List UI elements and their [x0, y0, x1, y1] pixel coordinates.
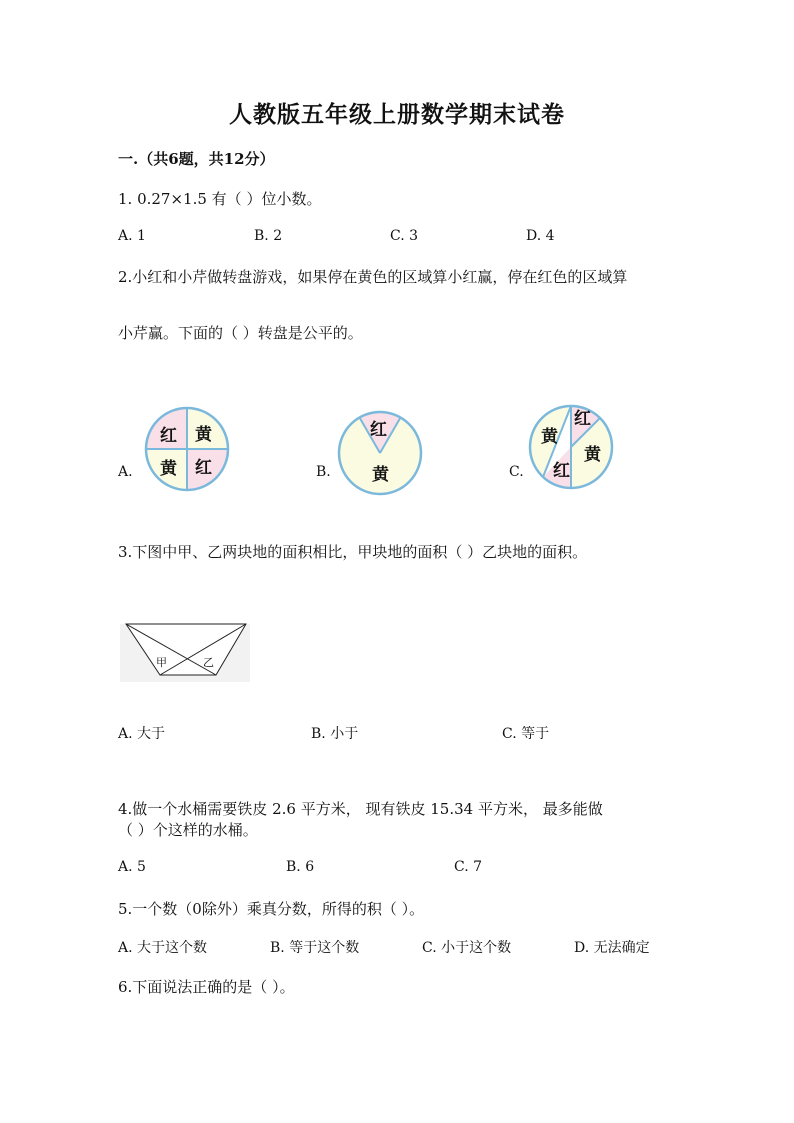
q1-option-b[interactable]: B. 2: [254, 228, 283, 244]
spinner-a-label-yellow-1: 黄: [195, 425, 212, 445]
spinner-a-label-red-2: 红: [195, 458, 212, 478]
spinner-c-label-yellow-2: 黄: [584, 445, 601, 465]
figure-label-jia: 甲: [156, 656, 167, 669]
question-2-line-2: 小芹赢。下面的（ ）转盘是公平的。: [118, 324, 363, 342]
q5-option-c[interactable]: C. 小于这个数: [422, 940, 512, 956]
q1-option-c[interactable]: C. 3: [390, 228, 419, 244]
q4-option-c[interactable]: C. 7: [454, 859, 483, 875]
q3-option-c[interactable]: C. 等于: [502, 726, 550, 742]
question-2-line-1: 2.小红和小芹做转盘游戏，如果停在黄色的区域算小红赢，停在红色的区域算: [118, 268, 628, 286]
q5-option-d[interactable]: D. 无法确定: [574, 940, 650, 956]
q2-option-c-label[interactable]: C.: [509, 464, 524, 480]
q1-option-d[interactable]: D. 4: [526, 228, 555, 244]
spinner-c-label-yellow-1: 黄: [541, 427, 558, 447]
spinner-c: [528, 404, 614, 490]
spinner-b-label-red: 红: [370, 420, 387, 440]
q3-option-b[interactable]: B. 小于: [311, 726, 359, 742]
q4-option-a[interactable]: A. 5: [118, 859, 146, 875]
spinner-a-label-red-1: 红: [160, 426, 177, 446]
question-5: 5.一个数（0除外）乘真分数，所得的积（ ）。: [118, 900, 425, 918]
page-title: 人教版五年级上册数学期末试卷: [229, 101, 565, 128]
question-4-line-1: 4.做一个水桶需要铁皮 2.6 平方米， 现有铁皮 15.34 平方米， 最多能做: [118, 800, 603, 818]
q2-option-a-label[interactable]: A.: [118, 464, 133, 480]
question-1: 1. 0.27×1.5 有（ ）位小数。: [118, 190, 322, 208]
spinner-b-label-yellow: 黄: [372, 465, 389, 485]
section-header: 一.（共6题，共12分）: [118, 150, 275, 168]
question-6: 6.下面说法正确的是（ ）。: [118, 978, 295, 996]
spinner-a-label-yellow-2: 黄: [160, 459, 177, 479]
spinner-c-label-red-1: 红: [574, 409, 591, 429]
spinner-b: [337, 410, 423, 496]
q5-option-b[interactable]: B. 等于这个数: [270, 940, 360, 956]
figure-label-yi: 乙: [203, 656, 214, 669]
spinner-c-label-red-2: 红: [553, 461, 570, 481]
q4-option-b[interactable]: B. 6: [286, 859, 315, 875]
q2-option-b-label[interactable]: B.: [316, 464, 331, 480]
question-3: 3.下图中甲、乙两块地的面积相比，甲块地的面积（ ）乙块地的面积。: [118, 543, 588, 561]
q1-option-a[interactable]: A. 1: [118, 228, 146, 244]
spinner-a: [144, 406, 230, 492]
q3-option-a[interactable]: A. 大于: [118, 726, 166, 742]
q5-option-a[interactable]: A. 大于这个数: [118, 940, 208, 956]
trapezoid-figure: [120, 620, 250, 682]
question-4-line-2: （ ）个这样的水桶。: [118, 821, 258, 839]
